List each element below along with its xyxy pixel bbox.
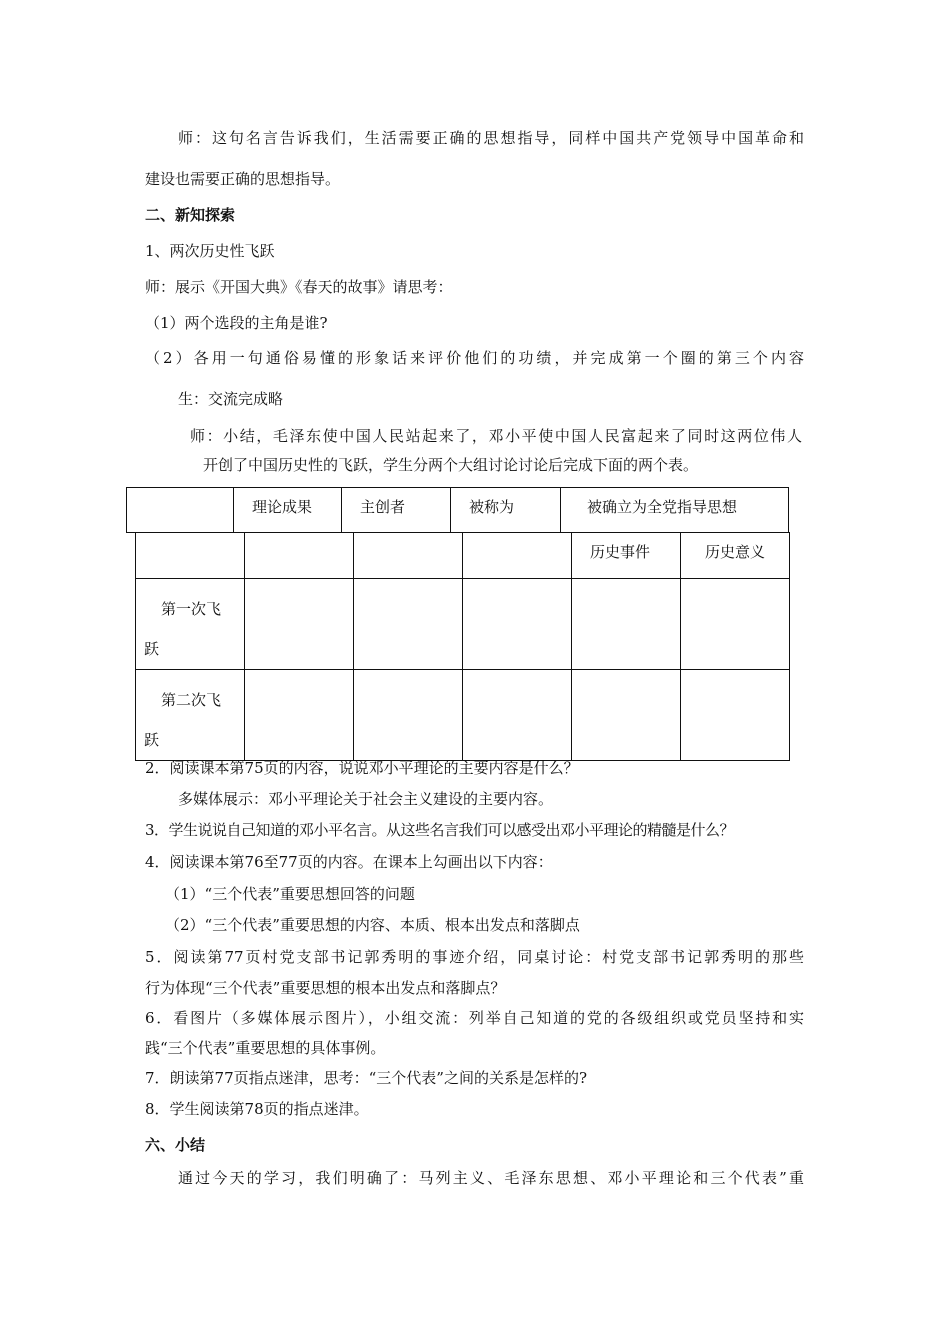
subheader-significance: 历史意义 (681, 533, 790, 579)
header-theory: 理论成果 (234, 488, 342, 533)
sub-blank-3 (354, 533, 463, 579)
teacher-summary-1: 师：小结，毛泽东使中国人民站起来了，邓小平使中国人民富起来了同时这两位伟人 (190, 427, 802, 445)
item-2: 2．阅读课本第75页的内容，说说邓小平理论的主要内容是什么？ (145, 759, 579, 777)
section-heading-summary: 六、小结 (145, 1136, 206, 1154)
item-2-sub: 多媒体展示：邓小平理论关于社会主义建设的主要内容。 (178, 790, 554, 808)
cell-blank (354, 670, 463, 761)
item-3: 3．学生说说自己知道的邓小平名言。从这些名言我们可以感受出邓小平理论的精髓是什么？ (145, 821, 735, 839)
item-5-line-1: 5．阅读第77页村党支部书记郭秀明的事迹介绍，同桌讨论：村党支部书记郭秀明的那些 (145, 948, 804, 966)
item-6-line-1: 6．看图片（多媒体展示图片），小组交流：列举自己知道的党的各级组织或党员坚持和实 (145, 1009, 804, 1027)
sub-blank-2 (245, 533, 354, 579)
item-4: 4．阅读课本第76至77页的内容。在课本上勾画出以下内容： (145, 853, 553, 871)
leap-table-header (126, 487, 789, 533)
cell-blank (245, 670, 354, 761)
item1-title: 1、两次历史性飞跃 (145, 242, 275, 260)
item-4a: （1）“三个代表”重要思想回答的问题 (165, 885, 415, 903)
header-founder: 主创者 (342, 488, 451, 533)
header-called: 被称为 (451, 488, 561, 533)
row-label-first-leap: 第一次飞跃 (136, 579, 245, 670)
cell-blank (463, 579, 572, 670)
cell-blank (245, 579, 354, 670)
item-8: 8．学生阅读第78页的指点迷津。 (145, 1100, 369, 1118)
row-label-second-leap: 第二次飞跃 (136, 670, 245, 761)
section-heading-new-knowledge: 二、新知探索 (145, 206, 236, 224)
subheader-event: 历史事件 (572, 533, 681, 579)
teacher-show: 师：展示《开国大典》《春天的故事》请思考： (145, 278, 453, 296)
item-7: 7．朗读第77页指点迷津，思考：“三个代表”之间的关系是怎样的? (145, 1069, 588, 1087)
cell-blank (681, 579, 790, 670)
intro-line-1: 师：这句名言告诉我们，生活需要正确的思想指导，同样中国共产党领导中国革命和 (178, 129, 804, 147)
cell-blank (572, 670, 681, 761)
question-1: （1）两个选段的主角是谁? (145, 314, 328, 332)
cell-blank (572, 579, 681, 670)
sub-blank-1 (136, 533, 245, 579)
header-established: 被确立为全党指导思想 (561, 488, 789, 533)
item-4b: （2）“三个代表”重要思想的内容、本质、根本出发点和落脚点 (165, 916, 580, 934)
cell-blank (681, 670, 790, 761)
header-blank (127, 488, 234, 533)
intro-line-2: 建设也需要正确的思想指导。 (145, 170, 341, 188)
cell-blank (354, 579, 463, 670)
sub-blank-4 (463, 533, 572, 579)
item-6-line-2: 践“三个代表”重要思想的具体事例。 (145, 1039, 386, 1057)
item-5-line-2: 行为体现“三个代表”重要思想的根本出发点和落脚点？ (145, 979, 506, 997)
cell-blank (463, 670, 572, 761)
leap-table-body (135, 532, 790, 761)
teacher-summary-2: 开创了中国历史性的飞跃，学生分两个大组讨论讨论后完成下面的两个表。 (203, 456, 699, 474)
question-2: （2）各用一句通俗易懂的形象话来评价他们的功绩，并完成第一个圈的第三个内容 (145, 349, 804, 367)
summary-text: 通过今天的学习，我们明确了：马列主义、毛泽东思想、邓小平理论和三个代表”重 (178, 1169, 804, 1187)
student-response: 生：交流完成略 (178, 390, 284, 408)
